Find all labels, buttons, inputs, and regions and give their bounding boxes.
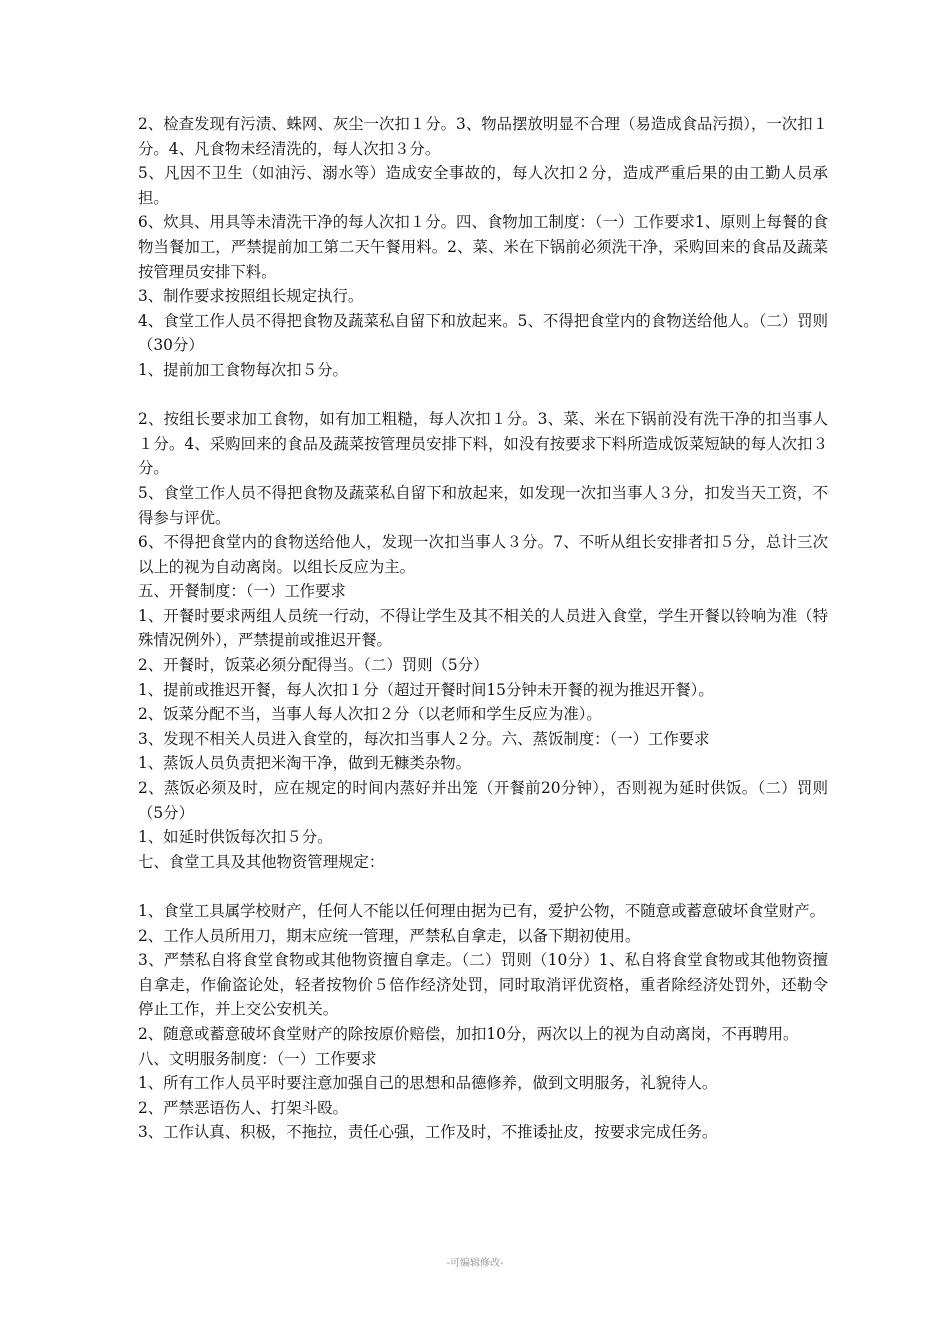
paragraph: 2、蒸饭必须及时，应在规定的时间内蒸好并出笼（开餐前20分钟），否则视为延时供饭。（二）罚则（5分） bbox=[138, 779, 828, 822]
paragraph: 2、开餐时，饭菜必须分配得当。（二）罚则（5分） bbox=[138, 656, 489, 675]
paragraph: 3、严禁私自将食堂食物或其他物资擅自拿走。（二）罚则（10分）1、私自将食堂食物或其他物资擅自拿走，作偷盗论处，轻者按物价５倍作经济处罚，同时取消评优资格，重者除经济处罚外，还勒令停止工作，并上交公安机关。 bbox=[138, 951, 828, 1019]
paragraph: 七、食堂工具及其他物资管理规定： bbox=[138, 852, 385, 871]
paragraph: 3、制作要求按照组长规定执行。 bbox=[138, 287, 364, 306]
paragraph: 6、不得把食堂内的食物送给他人，发现一次扣当事人３分。7、不听从组长安排者扣５分，总计三次以上的视为自动离岗。以组长反应为主。 bbox=[138, 533, 828, 576]
paragraph: 2、检查发现有污渍、蛛网、灰尘一次扣１分。3、物品摆放明显不合理（易造成食品污损），一次扣１分。4、凡食物未经清洗的，每人次扣３分。 bbox=[138, 115, 828, 158]
paragraph: 5、食堂工作人员不得把食物及蔬菜私自留下和放起来，如发现一次扣当事人３分，扣发当天工资，不得参与评优。 bbox=[138, 483, 828, 527]
paragraph: 1、如延时供饭每次扣５分。 bbox=[138, 828, 333, 847]
paragraph: 2、严禁恶语伤人、打架斗殴。 bbox=[138, 1098, 348, 1117]
paragraph: 3、工作认真、积极，不拖拉，责任心强，工作及时，不推诿扯皮，按要求完成任务。 bbox=[138, 1123, 718, 1142]
paragraph: 1、开餐时要求两组人员统一行动，不得让学生及其不相关的人员进入食堂，学生开餐以铃响为准（特殊情况例外），严禁提前或推迟开餐。 bbox=[138, 606, 828, 650]
document-body bbox=[138, 112, 828, 1145]
paragraph: 2、随意或蓄意破坏食堂财产的除按原价赔偿，加扣10分，两次以上的视为自动离岗，不再聘用。 bbox=[138, 1024, 799, 1043]
paragraph-spacer bbox=[138, 874, 828, 899]
paragraph: 1、食堂工具属学校财产，任何人不能以任何理由据为已有，爱护公物，不随意或蓄意破坏食堂财产。 bbox=[138, 902, 825, 920]
paragraph: 3、发现不相关人员进入食堂的，每次扣当事人２分。六、蒸饭制度：（一）工作要求 bbox=[138, 729, 710, 748]
paragraph: 5、凡因不卫生（如油污、溺水等）造成安全事故的，每人次扣２分，造成严重后果的由工勤人员承担。 bbox=[138, 164, 828, 207]
page-footer: -可编辑修改- bbox=[446, 1258, 504, 1269]
paragraph: 2、工作人员所用刀，期末应统一管理，严禁私自拿走，以备下期初使用。 bbox=[138, 926, 641, 945]
paragraph: 1、所有工作人员平时要注意加强自己的思想和品德修养，做到文明服务，礼貌待人。 bbox=[138, 1074, 718, 1093]
paragraph: 6、炊具、用具等未清洗干净的每人次扣１分。四、食物加工制度：（一）工作要求1、原则上每餐的食物当餐加工，严禁提前加工第二天午餐用料。2、菜、米在下锅前必须洗干净，采购回来的食品及蔬菜按管理员安排下料。 bbox=[138, 213, 828, 281]
paragraph: 八、文明服务制度：（一）工作要求 bbox=[138, 1049, 377, 1068]
paragraph: 1、提前加工食物每次扣５分。 bbox=[138, 360, 348, 379]
paragraph: 2、饭菜分配不当，当事人每人次扣２分（以老师和学生反应为准）。 bbox=[138, 705, 602, 724]
paragraph: 2、按组长要求加工食物，如有加工粗糙，每人次扣１分。3、菜、米在下锅前没有洗干净的扣当事人１分。4、采购回来的食品及蔬菜按管理员安排下料，如没有按要求下料所造成饭菜短缺的每人次扣３分。 bbox=[138, 410, 828, 478]
paragraph: 1、蒸饭人员负责把米淘干净，做到无糠类杂物。 bbox=[138, 754, 471, 773]
paragraph-spacer bbox=[138, 383, 828, 408]
paragraph: 1、提前或推迟开餐，每人次扣１分（超过开餐时间15分钟未开餐的视为推迟开餐）。 bbox=[138, 680, 714, 699]
paragraph: 4、食堂工作人员不得把食物及蔬菜私自留下和放起来。5、不得把食堂内的食物送给他人。（二）罚则（30分） bbox=[138, 311, 828, 355]
paragraph: 五、开餐制度：（一）工作要求 bbox=[138, 582, 346, 601]
